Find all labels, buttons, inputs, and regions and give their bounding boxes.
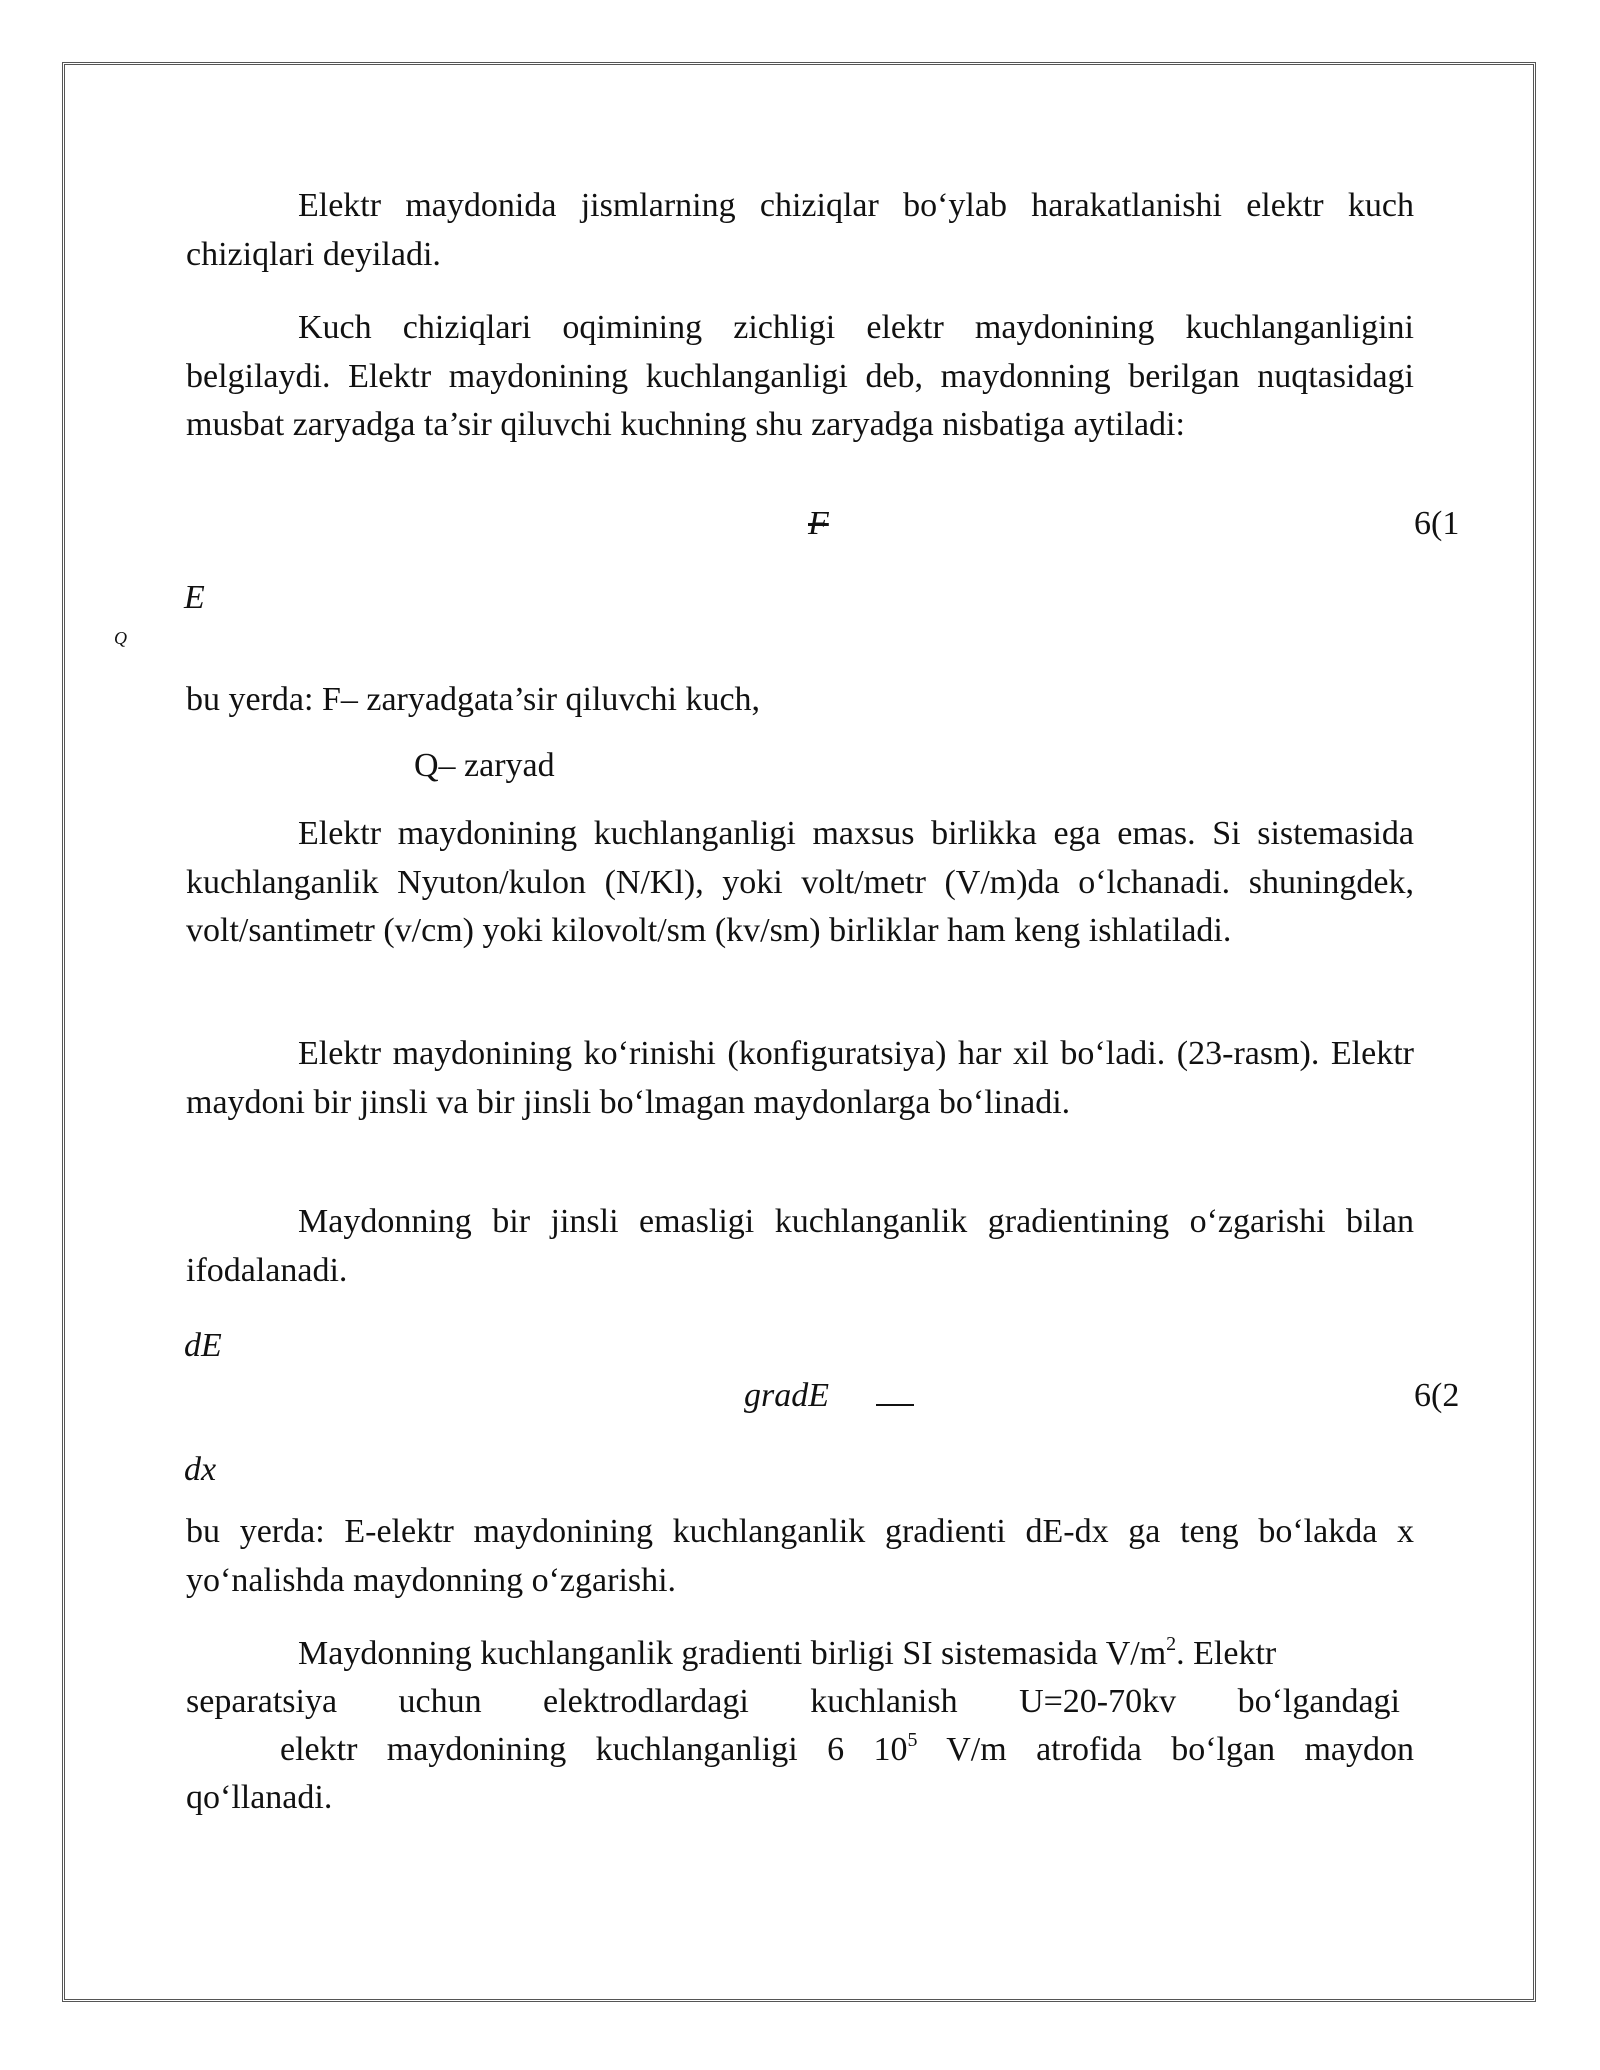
paragraph-4 <box>186 1030 1414 1127</box>
where-1-line-1: bu yerda: F– zaryadgata’sir qiluvchi kuch, <box>186 681 761 718</box>
paragraph-6-line-1-a: Maydonning kuchlanganlik gradienti birligi SI sistemasida V/m <box>298 1635 1167 1672</box>
where-1-line-2: Q– zaryad <box>414 747 555 784</box>
equation-2-lhs: gradE <box>744 1377 829 1414</box>
paragraph-1-line-2: chiziqlari deyiladi. <box>186 235 441 273</box>
paragraph-6-word-4: kuchlanish <box>810 1683 958 1720</box>
paragraph-2-text: Kuch chiziqlari oqimining zichligi elektr maydonining kuchlanganligini belgilaydi. Elektr maydonining kuchlanganligi deb, maydonning berilgan nuqtasidagi musbat zaryadga ta’sir qiluvchi kuchning shu zaryadga nisbatiga aytiladi: <box>186 309 1414 443</box>
paragraph-6-line-2 <box>186 1678 1400 1726</box>
equation-1-lhs: E <box>184 579 205 616</box>
equation-2-numerator: dE <box>184 1327 222 1364</box>
paragraph-6-word-1: separatsiya <box>186 1683 338 1720</box>
paragraph-5 <box>186 1198 1414 1295</box>
where-2 <box>186 1508 1414 1605</box>
paragraph-6-line-3-b: V/m atrofida bo‘lgan maydon <box>917 1731 1414 1768</box>
paragraph-6-line-1-sup: 2 <box>1166 1633 1177 1655</box>
paragraph-4-text: Elektr maydonining ko‘rinishi (konfiguratsiya) har xil bo‘ladi. (23-rasm). Elektr maydoni bir jinsli va bir jinsli bo‘lmagan maydonlarga bo‘linadi. <box>186 1035 1414 1121</box>
paragraph-6-word-2: uchun <box>398 1683 482 1720</box>
paragraph-6-line-3-a: elektr maydonining kuchlanganligi 6 10 <box>280 1731 908 1768</box>
where-2-text: bu yerda: E-elektr maydonining kuchlanganlik gradienti dE-dx ga teng bo‘lakda x yo‘nalishda maydonning o‘zgarishi. <box>186 1513 1414 1599</box>
paragraph-6-line-3-sup: 5 <box>907 1729 918 1751</box>
paragraph-6-word-5: U=20-70kv <box>1019 1683 1177 1720</box>
paragraph-2 <box>186 304 1414 450</box>
equation-1-number: 6(1 <box>1414 505 1460 542</box>
paragraph-6-line-1 <box>298 1630 1414 1678</box>
equation-2-denominator: dx <box>184 1451 217 1488</box>
equation-2-number: 6(2 <box>1414 1377 1460 1414</box>
paragraph-1-line-1: Elektr maydonida jismlarning chiziqlar bo‘ylab harakatlanishi elektr kuch <box>298 187 1414 224</box>
paragraph-6-line-1-b: . Elektr <box>1176 1635 1277 1672</box>
paragraph-6-line-3 <box>280 1726 1414 1774</box>
paragraph-6-line-4: qo‘llanadi. <box>186 1779 333 1816</box>
paragraph-1 <box>186 182 1414 279</box>
equation-2-fraction-bar <box>876 1404 914 1406</box>
equation-1-denominator: Q <box>114 628 127 648</box>
paragraph-3 <box>186 810 1414 956</box>
paragraph-3-text: Elektr maydonining kuchlanganligi maxsus birlikka ega emas. Si sistemasida kuchlanganlik Nyuton/kulon (N/Kl), yoki volt/metr (V/m)da o‘lchanadi. shuningdek, volt/santimetr (v/cm) yoki kilovolt/sm (kv/sm) birliklar ham keng ishlatiladi. <box>186 815 1414 949</box>
paragraph-5-text: Maydonning bir jinsli emasligi kuchlanganlik gradientining o‘zgarishi bilan ifodalanadi. <box>186 1203 1414 1289</box>
equation-1-numerator: F <box>808 505 829 542</box>
paragraph-6-word-3: elektrodlardagi <box>543 1683 749 1720</box>
paragraph-6-word-6: bo‘lgandagi <box>1237 1683 1400 1720</box>
